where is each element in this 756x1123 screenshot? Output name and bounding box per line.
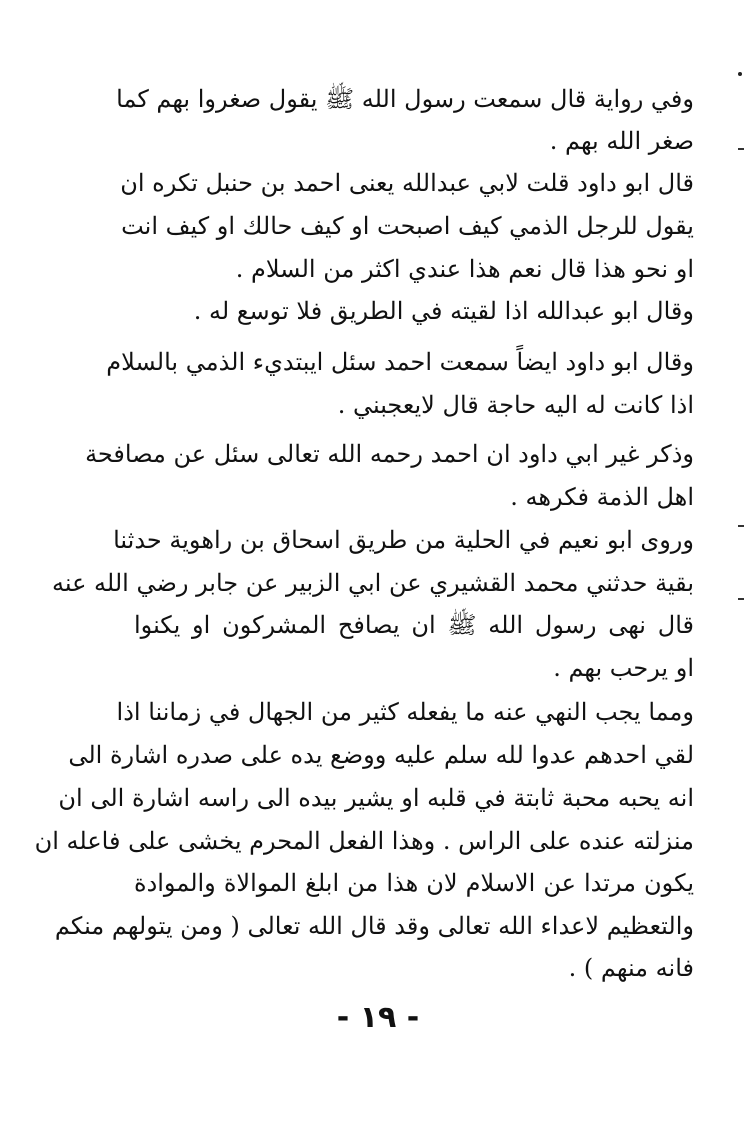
margin-mark <box>738 148 744 150</box>
margin-mark <box>738 525 744 527</box>
text-line: قال ابو داود قلت لابي عبدالله يعنى احمد بن حنبل تكره ان <box>120 169 694 197</box>
text-line: او نحو هذا قال نعم هذا عندي اكثر من السلام . <box>235 255 694 283</box>
margin-mark <box>738 598 744 600</box>
text-line: يقول للرجل الذمي كيف اصبحت او كيف حالك او كيف انت <box>121 212 694 240</box>
text-line: وروى ابو نعيم في الحلية من طريق اسحاق بن راهوية حدثنا <box>113 526 694 554</box>
text-line: وقال ابو عبدالله اذا لقيته في الطريق فلا توسع له . <box>193 297 694 325</box>
text-line: صغر الله بهم . <box>549 127 694 155</box>
text-line: وذكر غير ابي داود ان احمد رحمه الله تعالى سئل عن مصافحة <box>85 440 694 468</box>
page-number: - ١٩ - <box>336 1000 420 1035</box>
text-line: فانه منهم ) . <box>568 954 694 982</box>
text-line: او يرحب بهم . <box>553 654 694 682</box>
text-line: يكون مرتدا عن الاسلام لان هذا من ابلغ الموالاة والموادة <box>134 869 694 897</box>
text-line: ومما يجب النهي عنه ما يفعله كثير من الجهال في زماننا اذا <box>116 698 694 726</box>
text-line: اذا كانت له اليه حاجة قال لايعجبني . <box>337 391 694 419</box>
text-line: انه يحبه محبة ثابتة في قلبه او يشير بيده الى راسه اشارة الى ان <box>58 784 694 812</box>
text-line: منزلته عنده على الراس . وهذا الفعل المحرم يخشى على فاعله ان <box>34 827 694 855</box>
margin-dot <box>738 72 742 76</box>
text-line: اهل الذمة فكرهه . <box>510 483 694 511</box>
text-line: وقال ابو داود ايضاً سمعت احمد سئل ايبتديء الذمي بالسلام <box>106 348 694 376</box>
text-line: لقي احدهم عدوا لله سلم عليه ووضع يده على صدره اشارة الى <box>68 741 694 769</box>
text-line: والتعظيم لاعداء الله تعالى وقد قال الله تعالى ( ومن يتولهم منكم <box>54 912 694 940</box>
text-line: قال نهى رسول الله ﷺ ان يصافح المشركون او يكنوا <box>134 611 694 639</box>
text-line: وفي رواية قال سمعت رسول الله ﷺ يقول صغروا بهم كما <box>116 85 694 113</box>
text-line: بقية حدثني محمد القشيري عن ابي الزبير عن جابر رضي الله عنه <box>51 569 694 597</box>
